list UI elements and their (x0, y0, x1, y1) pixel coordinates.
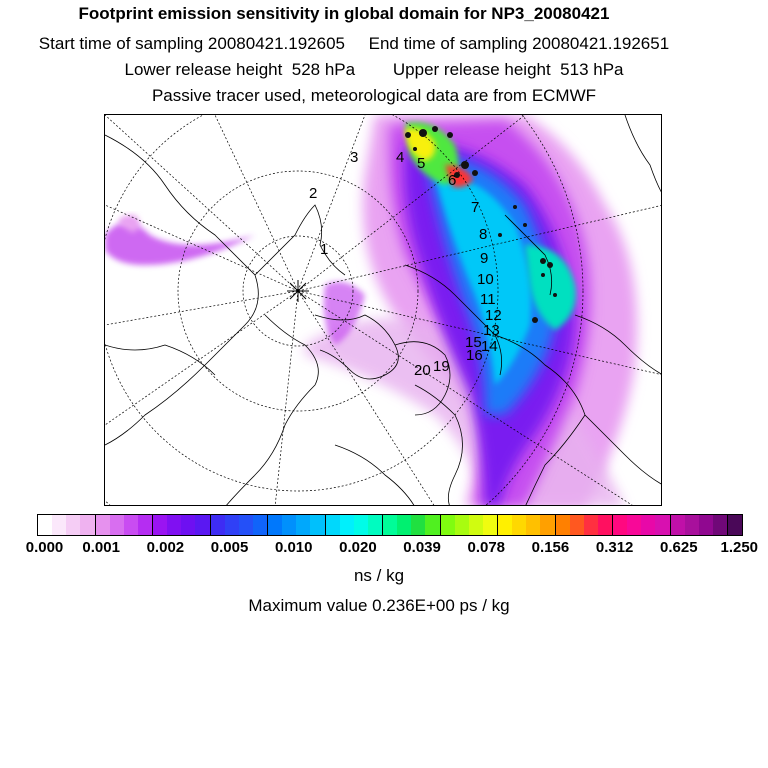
trajectory-label: 4 (396, 149, 405, 166)
color-scale-tick-label: 0.005 (210, 539, 249, 556)
plot-title: Footprint emission sensitivity in global domain for NP3_20080421 (78, 4, 610, 23)
trajectory-label: 3 (350, 149, 359, 166)
color-scale-cell (181, 515, 195, 535)
color-scale-cell (153, 515, 167, 535)
color-scale-cell (613, 515, 627, 535)
color-scale-tick-label: 1.250 (720, 539, 759, 556)
color-scale-cell (685, 515, 699, 535)
color-scale-cell (570, 515, 584, 535)
color-scale-cell (167, 515, 181, 535)
color-scale-cell (138, 515, 153, 535)
trajectory-label: 12 (485, 307, 502, 324)
color-scale-cell (455, 515, 469, 535)
trajectory-label: 8 (479, 226, 488, 243)
color-scale-cell (671, 515, 685, 535)
color-scale-tick-label: 0.002 (146, 539, 185, 556)
map-canvas (105, 115, 662, 506)
color-scale-cell (483, 515, 498, 535)
color-scale-tick-label: 0.039 (403, 539, 441, 556)
sensitivity-field (105, 115, 637, 506)
sensitivity-map (104, 114, 662, 506)
color-scale-cell (52, 515, 66, 535)
max-value-label: Maximum value 0.236E+00 ps / kg (248, 596, 510, 615)
color-scale-cell (195, 515, 210, 535)
color-scale-cell (340, 515, 354, 535)
color-scale-cell (354, 515, 368, 535)
trajectory-label: 6 (448, 172, 457, 189)
color-scale-cell (239, 515, 253, 535)
color-scale-cell (326, 515, 340, 535)
trajectory-label: 16 (466, 347, 483, 364)
color-scale-tick-label: 0.078 (467, 539, 506, 556)
color-scale-cell (124, 515, 138, 535)
color-scale-cell (441, 515, 455, 535)
trajectory-label: 5 (417, 155, 426, 172)
color-scale-cell (383, 515, 397, 535)
trajectory-label: 10 (477, 271, 494, 288)
color-scale-cell (282, 515, 296, 535)
color-scale-cell (66, 515, 80, 535)
color-scale-cell (225, 515, 239, 535)
color-scale-cell (253, 515, 268, 535)
release-height-line: Lower release height 528 hPa Upper release height 513 hPa (124, 60, 624, 79)
color-scale-tick-label: 0.156 (531, 539, 570, 556)
trajectory-label: 15 (465, 334, 482, 351)
color-scale-labels (0, 539, 768, 559)
trajectory-label: 2 (309, 185, 318, 202)
color-scale-cell (641, 515, 655, 535)
color-scale-tick-label: 0.000 (25, 539, 64, 556)
trajectory-label: 9 (480, 250, 489, 267)
color-scale-tick-label: 0.312 (595, 539, 634, 556)
color-scale-tick-label: 0.020 (339, 539, 377, 556)
trajectory-label: 11 (480, 291, 496, 308)
color-scale-cell (713, 515, 728, 535)
color-scale-cell (498, 515, 512, 535)
color-scale-cell (96, 515, 110, 535)
trajectory-label: 1 (320, 241, 329, 258)
color-scale-cell (598, 515, 613, 535)
unit-label: ns / kg (353, 566, 405, 585)
color-scale-cell (397, 515, 411, 535)
trajectory-label: 19 (433, 358, 450, 375)
color-scale-cell (296, 515, 310, 535)
sampling-time-line: Start time of sampling 20080421.192605 End time of sampling 20080421.192651 (38, 34, 670, 53)
color-scale-cell (556, 515, 570, 535)
trajectory-label: 14 (481, 338, 498, 355)
trajectory-label: 7 (471, 199, 480, 216)
color-scale-cell (411, 515, 425, 535)
color-scale-cell (268, 515, 282, 535)
color-scale-cell (211, 515, 225, 535)
color-scale-tick-label: 0.625 (660, 539, 698, 556)
color-scale-cell (627, 515, 641, 535)
color-scale-bar (37, 514, 743, 536)
color-scale-cell (584, 515, 598, 535)
receptor-marker (287, 280, 309, 302)
tracer-info-line: Passive tracer used, meteorological data are from ECMWF (151, 86, 597, 105)
color-scale-cell (655, 515, 670, 535)
color-scale-cell (38, 515, 52, 535)
color-scale-tick-label: 0.010 (274, 539, 313, 556)
color-scale-tick-label: 0.001 (82, 539, 120, 556)
color-scale-cell (310, 515, 325, 535)
color-scale-cell (110, 515, 124, 535)
color-scale-cell (469, 515, 483, 535)
trajectory-label: 13 (483, 322, 500, 339)
color-scale-cell (368, 515, 383, 535)
color-scale-cell (540, 515, 555, 535)
color-scale-cell (512, 515, 526, 535)
color-scale-cell (80, 515, 95, 535)
color-scale-cell (425, 515, 440, 535)
trajectory-label: 20 (414, 362, 431, 379)
color-scale-cell (526, 515, 540, 535)
color-scale-cell (728, 515, 742, 535)
color-scale-cell (699, 515, 713, 535)
